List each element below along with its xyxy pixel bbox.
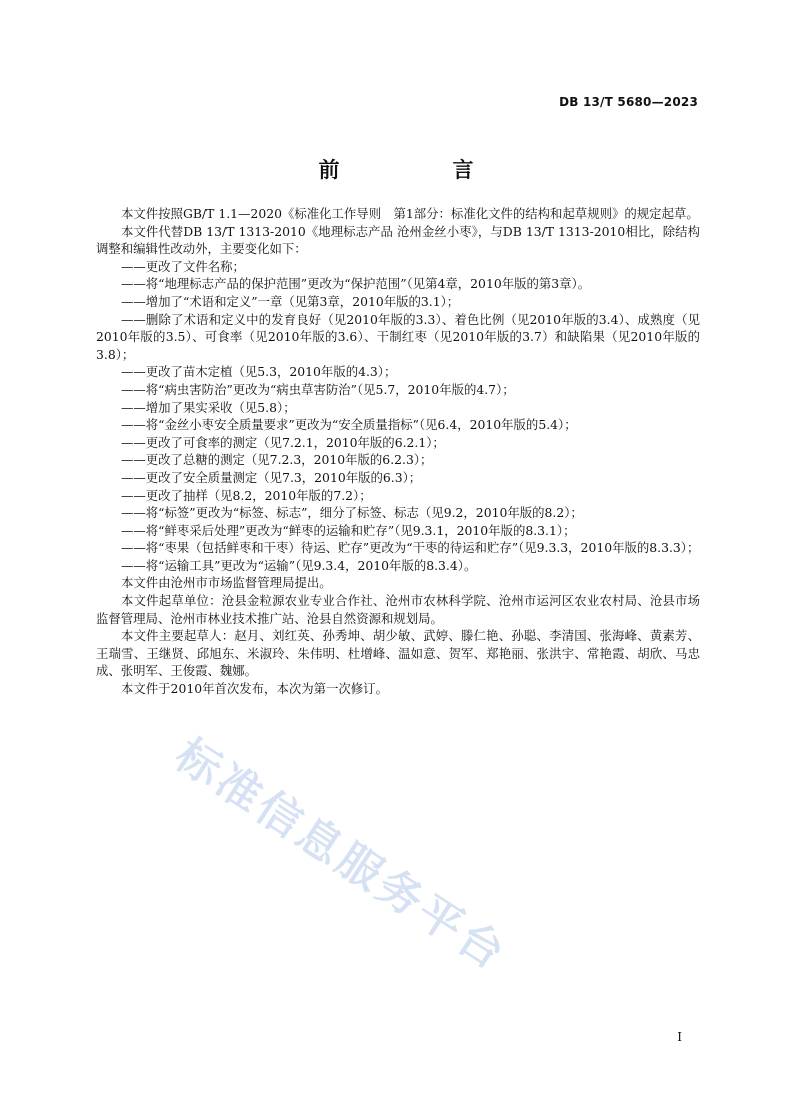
change-item: ——更改了苗木定植（见5.3，2010年版的4.3）；: [121, 364, 397, 380]
watermark: 标准信息服务平台: [166, 729, 517, 982]
change-item: ——将“病虫害防治”更改为“病虫草害防治”（见5.7，2010年版的4.7）；: [121, 381, 515, 397]
paragraph-drafting-units: 本文件起草单位：沧县金粒源农业专业合作社、沧州市农林科学院、沧州市运河区农业农村局、沧县市场监督管理局、沧州市林业技术推广站、沧县自然资源和规划局。: [96, 593, 700, 626]
page-title: 前 言: [318, 158, 520, 182]
paragraph-drafting-rules: 本文件按照GB/T 1.1—2020《标准化工作导则 第1部分：标准化文件的结构和起草规则》的规定起草。: [121, 206, 699, 221]
change-item: ——更改了安全质量测定（见7.3，2010年版的6.3）；: [121, 469, 422, 485]
change-item: ——更改了抽样（见8.2，2010年版的7.2）；: [121, 487, 372, 503]
change-item: ——将“金丝小枣安全质量要求”更改为“安全质量指标”（见6.4，2010年版的5.4）；: [121, 417, 577, 433]
document-code: DB 13/T 5680—2023: [559, 95, 698, 109]
change-item: ——更改了文件名称；: [121, 258, 245, 274]
change-item: ——增加了果实采收（见5.8）；: [121, 399, 296, 415]
paragraph-replacement: 本文件代替DB 13/T 1313-2010《地理标志产品 沧州金丝小枣》，与DB 13/T 1313-2010相比，除结构调整和编辑性改动外，主要变化如下：: [96, 223, 700, 257]
change-item: ——更改了可食率的测定（见7.2.1，2010年版的6.2.1）；: [121, 434, 445, 450]
change-item: ——更改了总糖的测定（见7.2.3，2010年版的6.2.3）；: [121, 452, 433, 468]
paragraph-drafters: 本文件主要起草人：赵月、刘红英、孙秀坤、胡少敏、武婷、滕仁艳、孙聪、李清国、张海峰、黄素芳、王瑞雪、王继贤、邱旭东、米淑玲、朱伟明、杜增峰、温如意、贺军、郑艳丽、张洪宇、常艳霞、胡欣、马忠成、张明军、王俊霞、魏娜。: [96, 628, 700, 679]
page-number: I: [677, 1030, 682, 1044]
change-item: ——将“鲜枣采后处理”更改为“鲜枣的运输和贮存”（见9.3.1，2010年版的8.3.1）；: [121, 522, 576, 538]
body-text: [96, 205, 700, 698]
change-item: ——将“枣果（包括鲜枣和干枣）待运、贮存”更改为“干枣的待运和贮存”（见9.3.3，2010年版的8.3.3）；: [121, 540, 700, 556]
change-item: ——将“地理标志产品的保护范围”更改为“保护范围”（见第4章，2010年版的第3章）。: [121, 276, 591, 292]
change-item: ——将“运输工具”更改为“运输”（见9.3.4，2010年版的8.3.4）。: [121, 557, 477, 573]
paragraph-history: 本文件于2010年首次发布，本次为第一次修订。: [121, 681, 388, 697]
change-item: ——将“标签”更改为“标签、标志”，细分了标签、标志（见9.2，2010年版的8.2）；: [121, 505, 583, 521]
paragraph-proposer: 本文件由沧州市市场监督管理局提出。: [121, 575, 332, 591]
change-item: ——删除了术语和定义中的发育良好（见2010年版的3.3）、着色比例（见2010年版的3.4）、成熟度（见2010年版的3.5）、可食率（见2010年版的3.6）、干制红枣（见2010年版的3.7）和缺陷果（见2010年版的3.8）；: [96, 311, 700, 362]
change-item: ——增加了“术语和定义”一章（见第3章，2010年版的3.1）；: [121, 293, 460, 309]
